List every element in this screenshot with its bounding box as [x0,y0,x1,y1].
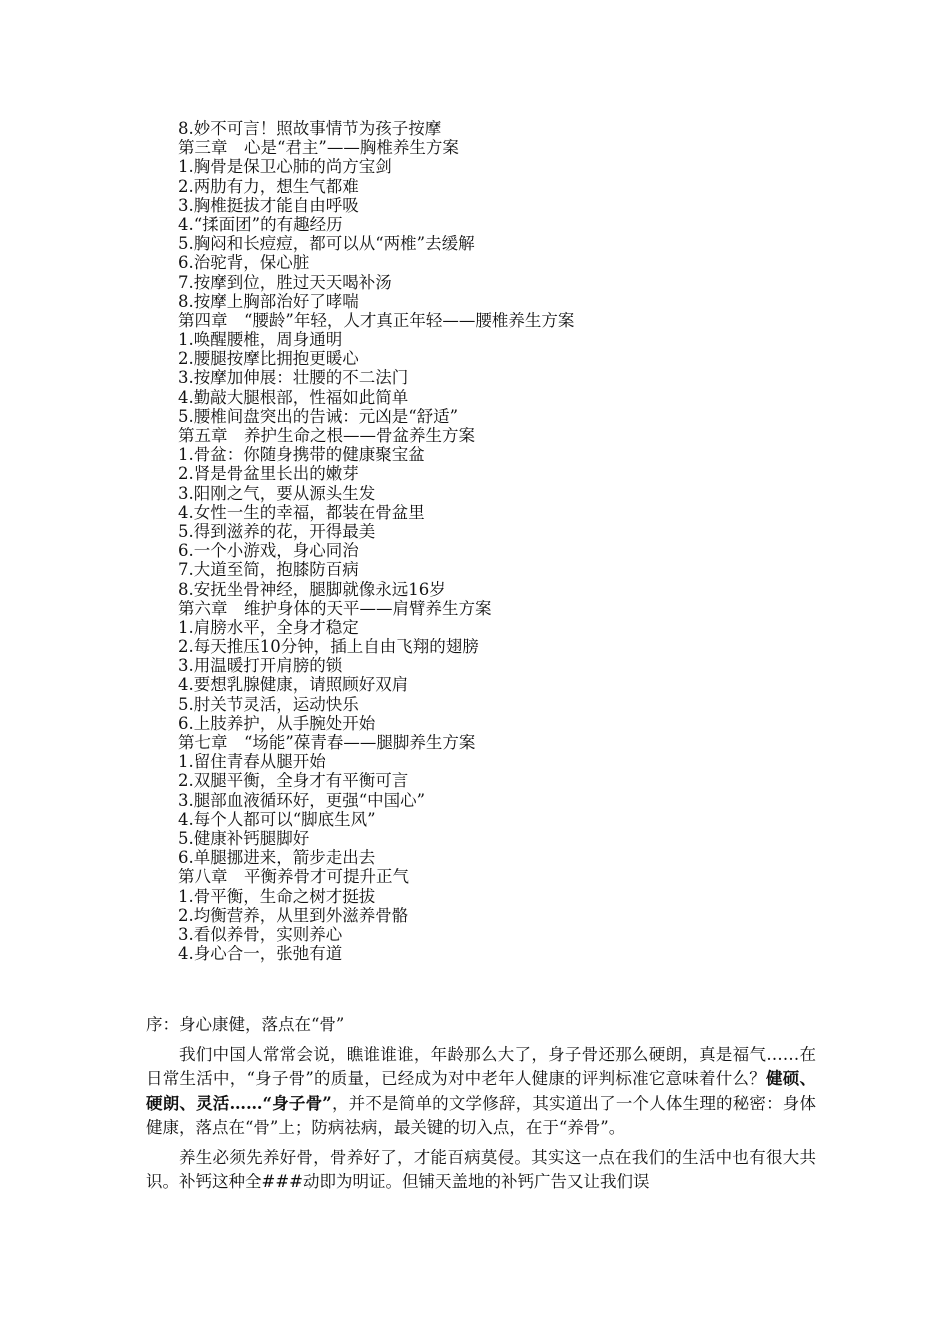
toc-chapter-heading: 第八章 平衡养骨才可提升正气 [178,867,409,887]
toc-item: 1.骨平衡，生命之树才挺拔 [178,886,376,906]
toc-item: 4.女性一生的幸福，都装在骨盆里 [178,502,425,522]
preface-title: 序：身心康健，落点在“骨” [146,1015,345,1034]
toc-item: 4.勤敲大腿根部，性福如此简单 [178,387,409,407]
toc-item: 5.得到滋养的花，开得最美 [178,521,376,541]
toc-item: 5.腰椎间盘突出的告诫：元凶是“舒适” [178,406,459,426]
preface-bold-text: 健硕、硬朗、灵活……“身子骨” [146,1069,816,1113]
toc-item: 6.上肢养护，从手腕处开始 [178,713,376,733]
preface-paragraph-1 [146,1043,816,1140]
toc-item: 3.阳刚之气，要从源头生发 [178,483,376,503]
toc-item: 8.安抚坐骨神经，腿脚就像永远16岁 [178,579,446,599]
toc-item: 4.身心合一，张弛有道 [178,944,343,964]
toc-item: 3.用温暖打开肩膀的锁 [178,656,343,676]
table-of-contents [178,119,898,963]
toc-item: 1.胸骨是保卫心肺的尚方宝剑 [178,157,392,177]
preface-section [146,1013,816,1195]
toc-item: 6.一个小游戏，身心同治 [178,541,359,561]
toc-chapter-heading: 第三章 心是“君主”——胸椎养生方案 [178,138,459,158]
toc-chapter-heading: 第六章 维护身体的天平——肩臂养生方案 [178,598,492,618]
toc-item: 1.留住青春从腿开始 [178,752,326,772]
toc-item: 2.两肋有力，想生气都难 [178,176,359,196]
toc-item: 3.按摩加伸展：壮腰的不二法门 [178,368,409,388]
toc-item: 3.腿部血液循环好，更强“中国心” [178,790,426,810]
toc-item: 7.大道至简，抱膝防百病 [178,560,359,580]
toc-item: 6.单腿挪进来，箭步走出去 [178,848,376,868]
toc-item: 8.妙不可言！照故事情节为孩子按摩 [178,119,442,138]
toc-item: 6.治驼背，保心脏 [178,253,310,273]
toc-item: 3.看似养骨，实则养心 [178,924,343,944]
preface-paragraph-2: 养生必须先养好骨，骨养好了，才能百病莫侵。其实这一点在我们的生活中也有很大共识。补钙这种全###动即为明证。但铺天盖地的补钙广告又让我们误 [146,1148,816,1192]
toc-item: 4.要想乳腺健康，请照顾好双肩 [178,675,409,695]
toc-item: 5.健康补钙腿脚好 [178,828,310,848]
toc-item: 2.均衡营养，从里到外滋养骨骼 [178,905,409,925]
toc-item: 5.胸闷和长痘痘，都可以从“两椎”去缓解 [178,234,475,254]
toc-item: 7.按摩到位，胜过天天喝补汤 [178,272,392,292]
toc-item: 1.骨盆：你随身携带的健康聚宝盆 [178,445,425,465]
toc-item: 3.胸椎挺拔才能自由呼吸 [178,195,359,215]
toc-item: 4.“揉面团”的有趣经历 [178,214,343,234]
toc-item: 2.腰腿按摩比拥抱更暖心 [178,349,359,369]
toc-item: 1.唤醒腰椎，周身通明 [178,330,343,350]
toc-chapter-heading: 第七章 “场能”葆青春——腿脚养生方案 [178,733,476,752]
toc-chapter-heading: 第四章 “腰龄”年轻，人才真正年轻——腰椎养生方案 [178,310,575,330]
toc-item: 2.每天推压10分钟，插上自由飞翔的翅膀 [178,637,479,657]
toc-item: 5.肘关节灵活，运动快乐 [178,694,359,714]
toc-item: 8.按摩上胸部治好了哮喘 [178,291,359,311]
toc-item: 2.肾是骨盆里长出的嫩芽 [178,464,359,484]
toc-chapter-heading: 第五章 养护生命之根——骨盆养生方案 [178,426,475,445]
preface-text: ，并不是简单的文学修辞，其实道出了一个人体生理的秘密：身体健康，落点在“骨”上；防病祛病，最关键的切入点，在于“养骨”。 [146,1093,817,1137]
preface-text: 我们中国人常常会说，瞧谁谁谁，年龄那么大了，身子骨还那么硬朗，真是福气……在日常生活中，“身子骨”的质量，已经成为对中老年人健康的评判标准它意味着什么？ [146,1045,816,1089]
toc-item: 1.肩膀水平，全身才稳定 [178,617,359,637]
toc-item: 2.双腿平衡，全身才有平衡可言 [178,771,409,791]
toc-item: 4.每个人都可以“脚底生风” [178,809,376,829]
